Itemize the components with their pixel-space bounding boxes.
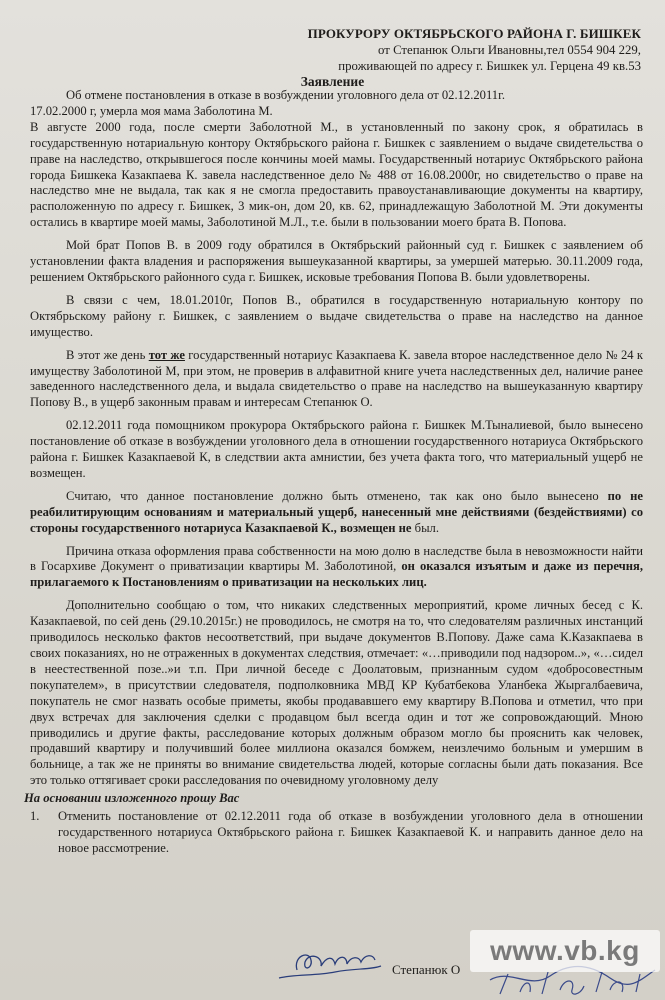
paragraph-second-case-start: В этот же день	[66, 347, 146, 362]
paragraph-cancel-reason	[30, 489, 643, 537]
request-item-text: Отменить постановление от 02.12.2011 года об отказе в возбуждении уголовного дела в отношении государственного нотариуса Октябрьского района г. Бишкек Казакпаевой К. и направить данное дело на новое рассмотрение.	[58, 809, 643, 855]
paragraph-archive	[30, 544, 643, 592]
paragraph-second-case	[30, 348, 643, 412]
subject-paragraph: Об отмене постановления в отказе в возбуждении уголовного дела от 02.12.2011г.	[66, 88, 505, 102]
emphasis-same: тот же	[148, 347, 185, 362]
paragraph-cancel-reason-end: был.	[414, 520, 439, 535]
request-item-number: 1.	[30, 809, 40, 824]
paragraph-brother-application: В связи с чем, 18.01.2010г, Попов В., обратился в государственную нотариальную контору по Октябрьскому району г. Бишкек, с заявлением о выдаче свидетельства о праве на наследство на данное имущество.	[30, 292, 643, 339]
paragraph-additional-facts: Дополнительно сообщаю о том, что никаких следственных мероприятий, кроме личных бесед с К. Казакпаевой, по сей день (29.10.2015г.) не проводилось, не смотря на то, что следователям различных инстанций приводилось несколько фактов несоответствий, при выдаче документов В.Попову. Даже сама К.Казакпаева в своих показаниях, но не отраженных в документах следствия, отмечает: «…приводили под надзором..», «…сидел в неестественной позе..»и т.п. При личной беседе с Доолатовым, признанным судом «добросовестным покупателем», в присутствии следователя, подполковника МВД КР Кубатбекова Уланбека Жыргалбаевича, покупатель не смог назвать особые приметы, якобы продававшего ему квартиру В.Попова и отметил, что при двух встречах для заключения сделки с продавцом был всегда один и тот же сопровождающий. Мною приводились и другие факты, расследование которых должным образом могло бы прояснить как человек, продавший квартиру и получивший более миллиона оказался бомжем, неизлечимо больным и умершим в больнице, а так же не приняты во внимание свидетельства людей, которые согласны были дать показания. Все это только оттягивает сроки расследования по очевидному уголовному делу	[30, 598, 643, 788]
paragraph-refusal-decision: 02.12.2011 года помощником прокурора Октябрьского района г. Бишкек М.Тыналиевой, было вынесено постановление об отказе в возбуждении уголовного дела в отношении государственного нотариуса Октябрьского района г. Бишкек Казакпаевой К, в следствии акта амнистии, без учета факта того, что материальный ущерб не возмещен.	[30, 418, 643, 480]
emphasis-document-removed: он оказался изъятым и даже из перечня, прилагаемого к Постановлениям о приватизации на нескольких лиц.	[30, 559, 643, 590]
site-watermark: www.vb.kg	[470, 930, 660, 972]
sender-address-line: проживающей по адресу г. Бишкек ул. Герцена 49 кв.53	[338, 59, 641, 73]
paragraph-notary-application: В августе 2000 года, после смерти Заболотной М., в установленный по закону срок, я обратилась в государственную нотариальную контору Октябрьского района г. Бишкек с заявлением о выдаче свидетельства о праве на наследство, открывшегося после кончины моей мамы. Государственный нотариус Октябрьского района города Бишкека Казакпаева К. завела наследственное дело № 488 от 16.08.2000г, но свидетельство о праве на наследство мне не выдала, так как я не смогла предоставить правоустанавливающие документы на квартиру, расположенную по адресу г. Бишкек, 3 мик-он, дом 20, кв. 62, принадлежащую Заболотной М. Эти документы остались в квартире моей мамы, Заболотиной М.Л., т.е. были в пользовании моего брата В. Попова.	[30, 119, 643, 230]
signature-scribble	[275, 948, 385, 984]
sender-line: от Степанюк Ольги Ивановны,тел 0554 904 229,	[378, 43, 641, 57]
request-heading: На основании изложенного прошу Вас	[24, 791, 240, 806]
paragraph-second-case-rest: государственный нотариус Казакпаева К. завела второе наследственное дело № 24 к имуществу Заболотиной М, при этом, не проверив в алфавитной книге учета наследственных дел, наличие ранее заведенного наследственного дела, и выдала свидетельство о праве на наследство на вышеуказанную квартиру Попову В., в ущерб законным правам и интересам Степанюк О.	[30, 347, 644, 410]
document-body	[24, 88, 644, 857]
document-title: Заявление	[300, 74, 365, 89]
emphasis-non-rehabilitating: по не реабилитирующим основаниям и материальный ущерб, нанесенный мне действиями (бездействиями) со стороны государственного нотариуса Казакпаевой К., возмещен не	[30, 488, 643, 535]
paragraph-archive-start: Причина отказа оформления права собственности на мою долю в наследстве была в невозможности найти в Госархиве Документ о приватизации квартиры М. Заболотиной,	[30, 543, 643, 574]
signature-name: Степанюк О	[392, 962, 461, 977]
addressee-line: ПРОКУРОРУ ОКТЯБРЬСКОГО РАЙОНА Г. БИШКЕК	[307, 26, 641, 41]
paragraph-brother-court: Мой брат Попов В. в 2009 году обратился в Октябрьский районный суд г. Бишкек с заявлением об установлении факта владения и распоряжения вышеуказанной квартиры, за умершей матерью. 30.11.2009 года, решением Октябрьского районного суда г. Бишкек, исковые требования Попова В. были удовлетворены.	[30, 238, 643, 284]
paragraph-cancel-reason-start: Считаю, что данное постановление должно быть отменено, так как оно было вынесено	[66, 488, 599, 503]
document-header	[261, 26, 641, 74]
request-item	[30, 809, 643, 857]
paragraph-death-date: 17.02.2000 г, умерла моя мама Заболотина М.	[30, 103, 273, 118]
